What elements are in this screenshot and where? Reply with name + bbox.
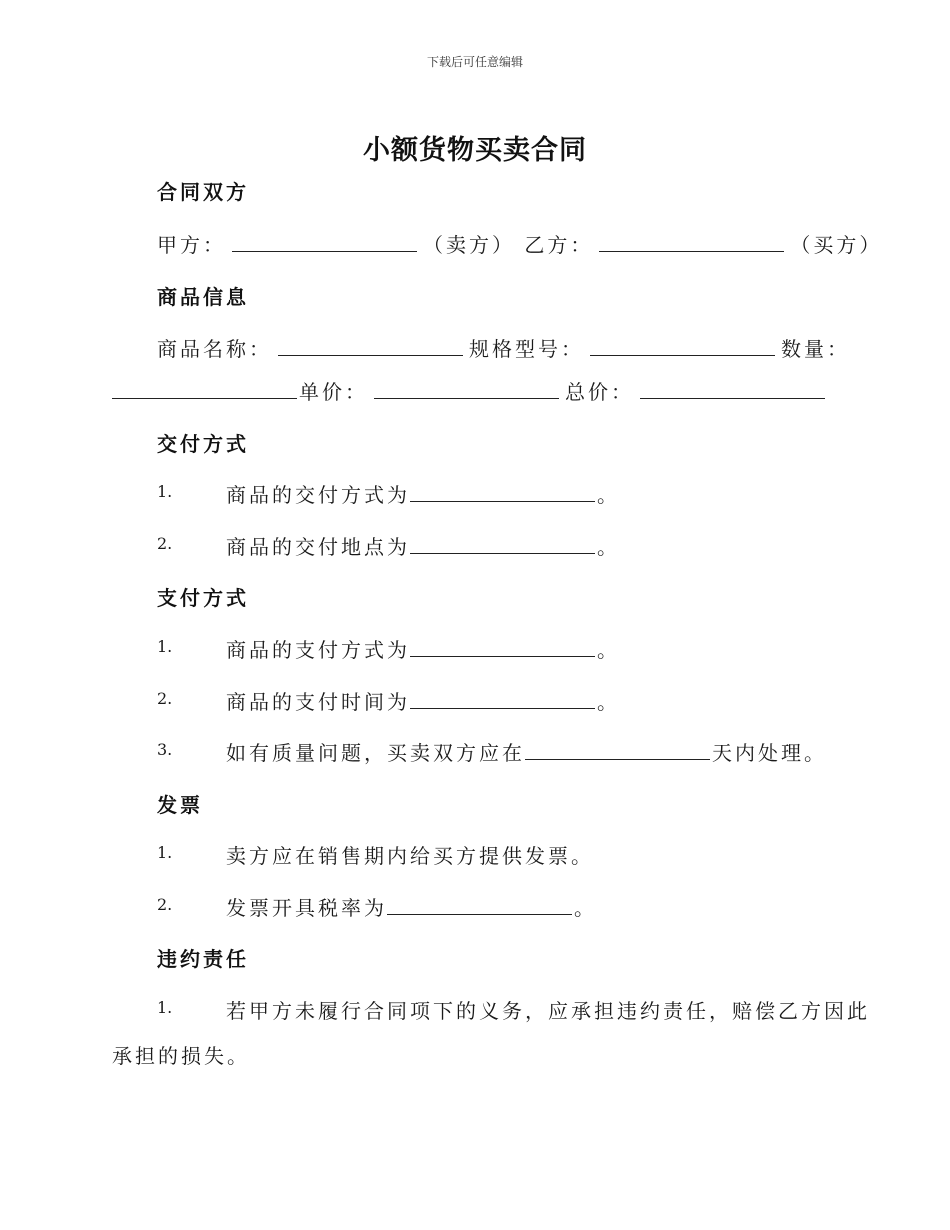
payment-item-3-text: 如有质量问题，买卖双方应在 [226, 741, 525, 765]
delivery-place-blank[interactable] [410, 531, 595, 554]
party-b-role: （买方） [790, 233, 883, 257]
goods-line-1 [157, 333, 850, 362]
payment-time-blank[interactable] [410, 686, 595, 709]
quality-days-blank[interactable] [525, 737, 710, 760]
goods-total-label: 总价： [565, 380, 634, 404]
goods-name-label: 商品名称： [157, 337, 272, 361]
goods-unit-price-blank[interactable] [374, 376, 559, 399]
page-header-note: 下载后可任意编辑 [426, 55, 523, 69]
goods-unit-price-label: 单价： [299, 380, 368, 404]
delivery-item-2-end: 。 [597, 535, 620, 559]
goods-line-2 [112, 376, 831, 405]
invoice-item-2 [226, 892, 597, 921]
goods-spec-blank[interactable] [590, 333, 775, 356]
payment-item-3-number: 3. [157, 740, 173, 759]
goods-total-blank[interactable] [640, 376, 825, 399]
delivery-item-1-text: 商品的交付方式为 [226, 483, 410, 507]
payment-item-3 [226, 737, 827, 766]
document-title: 小额货物买卖合同 [363, 135, 587, 166]
party-b-blank[interactable] [599, 229, 784, 252]
payment-item-1-text: 商品的支付方式为 [226, 638, 410, 662]
delivery-item-2-text: 商品的交付地点为 [226, 535, 410, 559]
payment-method-blank[interactable] [410, 634, 595, 657]
parties-line [157, 229, 882, 258]
invoice-item-1-text: 卖方应在销售期内给买方提供发票。 [226, 844, 594, 868]
party-a-blank[interactable] [232, 229, 417, 252]
section-heading-payment: 支付方式 [157, 586, 249, 610]
section-heading-invoice: 发票 [157, 793, 203, 817]
payment-item-1-number: 1. [157, 637, 173, 656]
liability-item-1-number: 1. [157, 998, 173, 1017]
invoice-item-2-end: 。 [574, 896, 597, 920]
goods-name-blank[interactable] [278, 333, 463, 356]
payment-item-2-end: 。 [597, 690, 620, 714]
section-heading-liability: 违约责任 [157, 947, 249, 971]
delivery-item-2-number: 2. [157, 534, 173, 553]
payment-item-3-end: 天内处理。 [712, 741, 827, 765]
party-a-label: 甲方： [157, 233, 226, 257]
delivery-method-blank[interactable] [410, 479, 595, 502]
section-heading-parties: 合同双方 [157, 180, 249, 204]
tax-rate-blank[interactable] [387, 892, 572, 915]
payment-item-2-number: 2. [157, 689, 173, 708]
goods-qty-blank[interactable] [112, 376, 297, 399]
payment-item-1-end: 。 [597, 638, 620, 662]
party-b-label: 乙方： [524, 233, 594, 257]
goods-qty-label: 数量： [781, 337, 850, 361]
payment-item-1 [226, 634, 620, 663]
invoice-item-1-number: 1. [157, 843, 173, 862]
delivery-item-2 [226, 531, 620, 560]
invoice-item-2-text: 发票开具税率为 [226, 896, 387, 920]
invoice-item-2-number: 2. [157, 895, 173, 914]
delivery-item-1 [226, 479, 620, 508]
party-a-role: （卖方） [423, 233, 515, 257]
section-heading-delivery: 交付方式 [157, 432, 249, 456]
delivery-item-1-end: 。 [597, 483, 620, 507]
payment-item-2 [226, 686, 620, 715]
delivery-item-1-number: 1. [157, 482, 173, 501]
section-heading-goods: 商品信息 [157, 285, 249, 309]
liability-item-1-text: 若甲方未履行合同项下的义务，应承担违约责任，赔偿乙方因此 [226, 999, 870, 1023]
payment-item-2-text: 商品的支付时间为 [226, 690, 410, 714]
goods-spec-label: 规格型号： [469, 337, 584, 361]
liability-item-1-continuation: 承担的损失。 [112, 1044, 250, 1068]
